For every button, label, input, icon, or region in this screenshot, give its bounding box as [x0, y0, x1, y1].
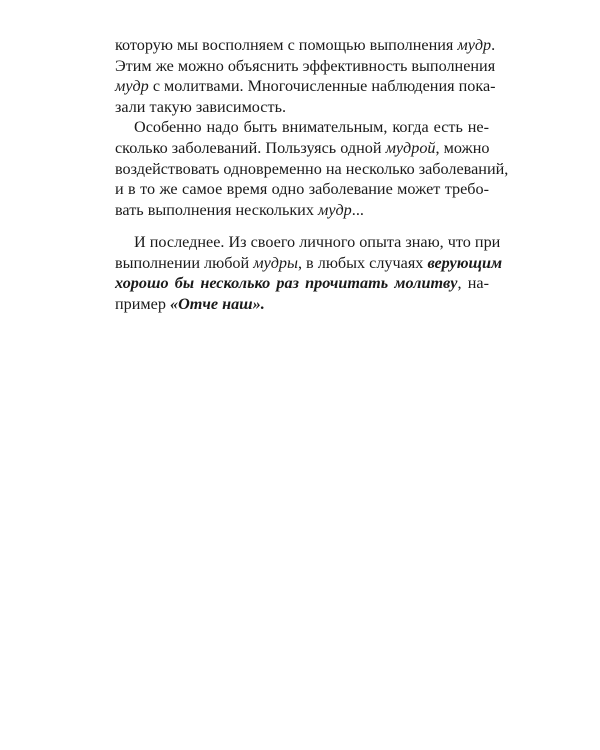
paragraph-line: вать выполнения нескольких мудр... — [115, 200, 364, 219]
paragraph-line: воздействовать одновременно на несколько заболеваний, — [115, 159, 509, 178]
paragraph-line: сколько заболеваний. Пользуясь одной мудрой, можно — [115, 138, 490, 157]
paragraph-line: И последнее. Из своего личного опыта знаю, что при — [134, 233, 501, 251]
paragraph-line: мудр с молитвами. Многочисленные наблюдения пока- — [115, 77, 496, 96]
text-block-upper — [115, 35, 509, 220]
paragraph-line: Особенно надо быть внимательным, когда есть не- — [134, 118, 489, 137]
paragraph-line: Этим же можно объяснить эффективность выполнения — [115, 56, 496, 75]
paragraph-line: зали такую зависимость. — [115, 97, 286, 116]
paragraph-line: выполнении любой мудры, в любых случаях верующим — [115, 253, 503, 272]
paragraph-line: которую мы восполняем с помощью выполнения мудр. — [115, 36, 496, 54]
paragraph-line: пример «Отче наш». — [115, 294, 265, 313]
paragraph-line: хорошо бы несколько раз прочитать молитву, на- — [115, 274, 489, 293]
text-block-lower — [115, 232, 503, 314]
paragraph-line: и в то же самое время одно заболевание может требо- — [115, 180, 489, 199]
